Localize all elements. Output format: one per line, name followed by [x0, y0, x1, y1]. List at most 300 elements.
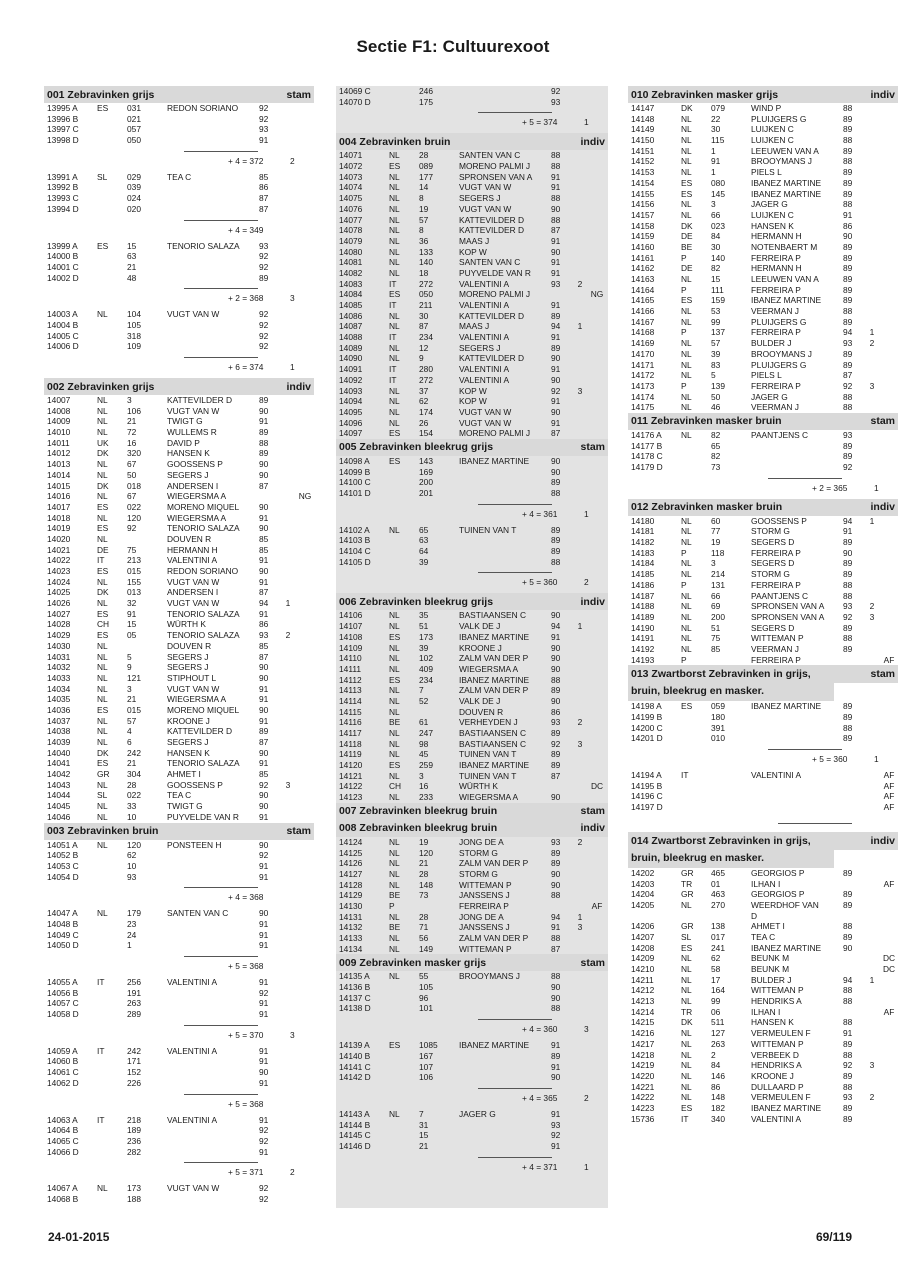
rank [279, 673, 297, 684]
exhibitor-name: PONSTEEN H [167, 839, 222, 850]
score: 87 [551, 225, 561, 236]
ring-number: 177 [419, 171, 433, 182]
ring-number: 39 [419, 642, 429, 653]
score: 90 [843, 231, 853, 242]
country-code: NL [681, 167, 692, 178]
ring-number: 145 [711, 188, 725, 199]
total-rule [184, 1162, 258, 1163]
entry-number: 14034 [47, 683, 71, 694]
rank [279, 193, 297, 204]
result-row [336, 880, 608, 891]
ring-number: 015 [127, 704, 141, 715]
exhibitor-name: FERREIRA P [751, 654, 801, 665]
exhibitor-name: VALENTINI A [167, 1045, 218, 1056]
entry-number: 14016 [47, 491, 71, 502]
rank [863, 712, 881, 723]
ring-number: 463 [711, 889, 725, 900]
rank [571, 933, 589, 944]
exhibitor-name: KATTEVILDER D [459, 353, 524, 364]
ring-number: 272 [419, 374, 433, 385]
result-row [336, 792, 608, 803]
country-code: NL [389, 267, 400, 278]
exhibitor-name: JONG DE A [459, 911, 504, 922]
entry-number: 15736 [631, 1113, 655, 1124]
result-row [336, 901, 608, 912]
rank [571, 525, 589, 536]
country-code: IT [389, 374, 397, 385]
ring-number: 8 [419, 225, 424, 236]
remark [297, 114, 313, 125]
country-code: NL [97, 459, 108, 470]
result-row [44, 459, 314, 470]
entry-number: 14008 [47, 405, 71, 416]
score [259, 491, 279, 502]
entry-number: 14106 [339, 610, 363, 621]
result-row [44, 416, 314, 427]
ring-number: 409 [419, 663, 433, 674]
remark [881, 402, 897, 413]
country-code: ES [97, 630, 109, 641]
result-row [336, 215, 608, 226]
country-code [389, 1072, 419, 1083]
entry-number: 14213 [631, 996, 655, 1007]
score: 89 [259, 272, 269, 283]
section-header [336, 133, 608, 150]
group-total [336, 1083, 608, 1103]
country-code: SL [97, 171, 108, 182]
rank [279, 502, 297, 513]
score: 88 [843, 402, 853, 413]
score: 88 [843, 590, 853, 601]
ring-number: 120 [127, 512, 141, 523]
score: 88 [259, 437, 269, 448]
remark [881, 1114, 897, 1125]
footer-page-number: 69/119 [815, 1230, 852, 1244]
rank [863, 317, 881, 328]
remark [297, 940, 313, 951]
ring-number: 92 [127, 523, 137, 534]
exhibitor-name: SEGERS J [459, 342, 501, 353]
ring-number: 48 [127, 272, 137, 283]
country-code: NL [681, 633, 692, 644]
exhibitor-name [459, 1120, 551, 1131]
ring-number: 111 [711, 284, 724, 295]
ring-number: 69 [711, 601, 721, 612]
rank: 1 [869, 515, 875, 526]
remark [589, 407, 605, 418]
score [551, 781, 571, 792]
score: 88 [843, 1081, 853, 1092]
total-rank: 1 [874, 754, 879, 765]
exhibitor-name: DOUVEN R [459, 706, 504, 717]
entry-number: 14037 [47, 715, 71, 726]
exhibitor-name: PUYVELDE VAN R [167, 811, 239, 822]
section-type: stam [580, 805, 605, 818]
rank [863, 932, 881, 943]
result-row [628, 701, 898, 712]
remark: AF [591, 900, 603, 911]
remark [297, 609, 313, 620]
entry-number: 14193 [631, 654, 655, 665]
entry-number: 14017 [47, 501, 71, 512]
remark [297, 416, 313, 427]
ring-number: 3 [711, 558, 716, 569]
score: 88 [551, 890, 561, 901]
ring-number: 167 [419, 1050, 433, 1061]
ring-number: 06 [711, 1006, 721, 1017]
remark [589, 311, 605, 322]
entry-number: 14155 [631, 188, 655, 199]
ring-number: 7 [419, 1108, 424, 1119]
rank [571, 1062, 589, 1073]
score: 92 [843, 380, 853, 391]
entry-number: 14160 [631, 241, 655, 252]
result-row [44, 1115, 314, 1126]
country-code: NL [389, 738, 400, 749]
result-row [44, 919, 314, 930]
score: 91 [551, 364, 561, 375]
result-row [44, 652, 314, 663]
entry-number: 14173 [631, 380, 655, 391]
score: 91 [259, 1045, 269, 1056]
exhibitor-name: MORENO PALMI J [459, 428, 531, 439]
result-row [44, 1147, 314, 1158]
entry-number: 14023 [47, 566, 71, 576]
entry-number: 14084 [339, 289, 363, 300]
country-code: NL [389, 728, 400, 738]
rank [279, 801, 297, 812]
ring-number [711, 655, 751, 666]
ring-number: 089 [419, 161, 433, 172]
entry-number: 14166 [631, 306, 655, 317]
ring-number [711, 911, 751, 922]
result-row [44, 812, 314, 823]
total-rank: 3 [584, 1024, 589, 1035]
remark [297, 273, 313, 284]
rank [863, 285, 881, 296]
country-code [97, 341, 127, 352]
rank [279, 716, 297, 727]
country-code: NL [681, 199, 692, 210]
exhibitor-name: MORENO PALMI J [459, 289, 531, 300]
result-row [44, 577, 314, 588]
score: 90 [259, 1067, 269, 1078]
country-code: ES [389, 455, 401, 466]
exhibitor-name: KOP W [459, 246, 487, 257]
remark [881, 996, 897, 1007]
remark [589, 204, 605, 215]
result-row [628, 612, 898, 623]
remark [297, 438, 313, 449]
entry-number: 14057 C [47, 998, 79, 1009]
country-code [681, 791, 711, 802]
entry-number: 14209 [631, 953, 655, 964]
rank [571, 1120, 589, 1131]
exhibitor-name [459, 97, 551, 108]
exhibitor-name: JAGER G [459, 1108, 496, 1119]
ring-number: 242 [127, 1045, 141, 1056]
country-code: ES [97, 758, 109, 769]
country-code: NL [681, 537, 692, 548]
ring-number: 91 [127, 608, 137, 619]
result-row [628, 253, 898, 264]
score: 91 [259, 1114, 269, 1125]
score: 89 [843, 622, 853, 633]
remark [881, 349, 897, 360]
section-title: 007 Zebravinken bleekrug bruin [339, 805, 498, 818]
score: 92 [551, 86, 561, 96]
ring-number: 080 [711, 177, 725, 188]
score: 92 [259, 309, 269, 320]
rank [863, 231, 881, 242]
ring-number: 15 [127, 240, 137, 251]
exhibitor-name: FERREIRA P [751, 380, 801, 391]
remark [589, 1003, 605, 1014]
score: 92 [259, 330, 269, 341]
ring-number: 55 [419, 971, 429, 982]
remark [297, 1194, 313, 1205]
result-row [628, 985, 898, 996]
rank: 2 [285, 630, 291, 641]
result-row [628, 381, 898, 392]
result-row [628, 1092, 898, 1103]
score: 88 [843, 306, 853, 317]
rank [279, 1125, 297, 1136]
entry-number: 14120 [339, 760, 363, 771]
ring-number: 246 [419, 86, 433, 96]
result-row [628, 167, 898, 178]
exhibitor-name: IBANEZ MARTINE [751, 295, 822, 306]
result-row [628, 1017, 898, 1028]
country-code: NL [681, 1038, 692, 1049]
ring-number: 171 [127, 1056, 141, 1067]
country-code: NL [681, 1049, 692, 1060]
rank [279, 513, 297, 524]
remark [297, 1046, 313, 1057]
country-code: NL [389, 663, 400, 674]
country-code: NL [97, 416, 108, 427]
score: 90 [551, 992, 561, 1003]
ring-number: 057 [127, 124, 141, 135]
country-code: NL [681, 953, 692, 964]
remark [881, 124, 897, 135]
exhibitor-name: VUGT VAN W [459, 406, 512, 417]
country-code: GR [681, 867, 694, 878]
ring-number: 63 [127, 251, 137, 262]
result-row [336, 610, 608, 621]
exhibitor-name [459, 1051, 551, 1062]
exhibitor-name: WIEGERSMA A [167, 694, 227, 705]
entry-number: 14217 [631, 1038, 655, 1049]
score: 90 [843, 547, 853, 558]
exhibitor-name: BASTIAANSEN C [459, 738, 527, 749]
result-row [44, 114, 314, 125]
result-row [44, 872, 314, 883]
result-row [44, 769, 314, 780]
remark [297, 850, 313, 861]
entry-number: 14198 A [631, 701, 662, 712]
result-row [336, 944, 608, 955]
score: 87 [259, 203, 269, 214]
ring-number: 61 [419, 717, 429, 728]
ring-number: 57 [127, 715, 137, 726]
group-total [336, 1152, 608, 1172]
ring-number: 77 [711, 526, 721, 537]
score: 93 [551, 96, 561, 107]
remark [297, 193, 313, 204]
result-row [628, 441, 898, 452]
rank [279, 309, 297, 320]
country-code: ES [681, 188, 693, 199]
entry-number: 14053 C [47, 860, 79, 871]
score: 93 [551, 836, 561, 847]
rank [863, 802, 881, 813]
country-code: NL [389, 621, 400, 632]
exhibitor-name [167, 1194, 259, 1205]
ring-number: 83 [711, 359, 721, 370]
ring-number: 28 [419, 911, 429, 922]
ring-number: 391 [711, 722, 725, 733]
ring-number [419, 901, 459, 912]
entry-number: 14125 [339, 847, 363, 858]
country-code: DK [681, 103, 693, 113]
exhibitor-name: AHMET I [167, 769, 201, 780]
remark [881, 723, 897, 734]
country-code: ES [681, 177, 693, 188]
country-code: NL [389, 911, 400, 922]
ring-number: 247 [419, 728, 433, 738]
exhibitor-name [167, 193, 259, 204]
entry-number: 14152 [631, 156, 655, 167]
result-row [628, 317, 898, 328]
country-code: NL [97, 576, 108, 587]
score: 94 [551, 911, 561, 922]
score: 90 [551, 663, 561, 674]
rank [571, 257, 589, 268]
ring-number: 164 [711, 985, 725, 996]
score: 90 [259, 801, 269, 812]
remark [297, 103, 313, 114]
score: 89 [843, 177, 853, 188]
exhibitor-name: KOP W [459, 385, 487, 396]
entry-number: 14062 D [47, 1077, 79, 1088]
result-row [336, 675, 608, 686]
rank [863, 781, 881, 792]
remark [297, 566, 313, 577]
ring-number: 013 [127, 587, 141, 598]
remark [589, 193, 605, 204]
entry-number: 14150 [631, 135, 655, 146]
result-row [44, 182, 314, 193]
remark [297, 930, 313, 941]
exhibitor-name: VALENTINI A [751, 770, 802, 781]
remark: AF [883, 780, 895, 791]
exhibitor-name [167, 341, 259, 352]
rank [863, 430, 881, 441]
remark [881, 317, 897, 328]
entry-number: 14022 [47, 555, 71, 566]
ring-number: 320 [127, 448, 141, 459]
rank [279, 182, 297, 193]
remark [297, 341, 313, 352]
exhibitor-name: VUGT VAN W [459, 182, 512, 193]
entry-number: 14206 [631, 921, 655, 932]
score: 92 [551, 385, 561, 396]
result-row [336, 204, 608, 215]
rank [279, 204, 297, 215]
exhibitor-name: KROONE J [167, 715, 210, 726]
total-rule [768, 749, 842, 750]
entry-number: 14186 [631, 579, 655, 590]
ring-number: 059 [711, 701, 725, 712]
remark [589, 182, 605, 193]
result-row [44, 502, 314, 513]
remark [297, 861, 313, 872]
country-code [97, 1136, 127, 1147]
exhibitor-name: ILHAN I [751, 878, 781, 889]
entry-number: 14096 [339, 417, 363, 428]
ring-number: 280 [419, 364, 433, 375]
entry-number: 14122 [339, 781, 363, 792]
score: 90 [551, 642, 561, 653]
exhibitor-name: TEA C [167, 171, 192, 182]
score: 91 [259, 135, 269, 146]
ring-number: 263 [711, 1038, 725, 1049]
entry-number: 14108 [339, 631, 363, 642]
result-row [44, 534, 314, 545]
remark [297, 577, 313, 588]
entry-number: 14040 [47, 747, 71, 758]
remark [297, 251, 313, 262]
remark [589, 268, 605, 279]
remark [297, 812, 313, 823]
entry-number: 14191 [631, 633, 655, 644]
country-code: DK [97, 747, 109, 758]
entry-number: 14014 [47, 469, 71, 480]
exhibitor-name: VUGT VAN W [459, 417, 512, 428]
score: 88 [551, 161, 561, 172]
remark [589, 1072, 605, 1083]
total-score: + 4 = 365 [522, 1092, 558, 1103]
score: 88 [551, 971, 561, 982]
score: 92 [259, 1125, 269, 1136]
entry-number: 14182 [631, 537, 655, 548]
rank [863, 1007, 881, 1018]
exhibitor-name: TENORIO SALAZA [167, 758, 240, 769]
country-code: NL [97, 309, 108, 320]
ring-number: 35 [419, 610, 429, 621]
exhibitor-name [167, 1136, 259, 1147]
rank [571, 418, 589, 429]
ring-number: 66 [711, 590, 721, 601]
result-row [628, 633, 898, 644]
remark [881, 462, 897, 473]
ring-number: 53 [711, 306, 721, 317]
remark [297, 630, 313, 641]
result-row [44, 438, 314, 449]
entry-number: 14218 [631, 1049, 655, 1060]
entry-number: 13994 D [47, 203, 79, 214]
score: 86 [259, 619, 269, 630]
remark [589, 760, 605, 771]
result-row [628, 943, 898, 954]
rank [571, 150, 589, 161]
entry-number: 14181 [631, 526, 655, 537]
rank [279, 103, 297, 114]
score: 89 [843, 899, 853, 910]
exhibitor-name [167, 114, 259, 125]
remark [881, 526, 897, 537]
